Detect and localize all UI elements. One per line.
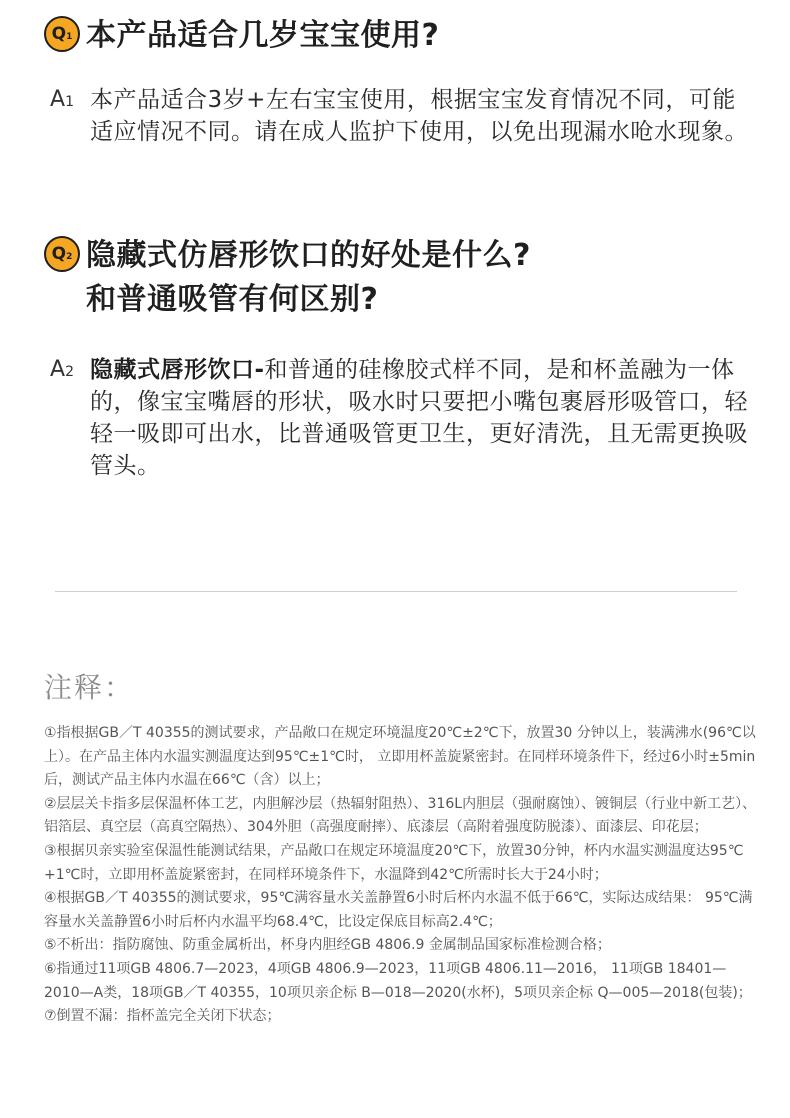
answer-2-text: 隐藏式唇形饮口-和普通的硅橡胶式样不同，是和杯盖融为一体的，像宝宝嘴唇的形状，吸水时只要把小嘴包裹唇形吸管口，轻轻一吸即可出水，比普通吸管更卫生，更好清洗，且无需更换吸管头。 [90,357,748,479]
question-row-1 [44,14,750,58]
answer-badge-icon: A2 [50,357,74,382]
faq-item-1 [44,14,750,148]
question-1-text: 本产品适合几岁宝宝使用? [86,18,440,53]
question-badge-icon: Q 2 [44,236,80,272]
answer-2-highlight: 隐藏式唇形饮口- [90,357,265,383]
section-divider [55,591,737,592]
note-item-7: ⑦倒置不漏：指杯盖完全关闭下状态； [44,1008,281,1025]
answer-badge-icon: A1 [50,87,74,112]
note-item-3: ③根据贝亲实验室保温性能测试结果，产品敞口在规定环境温度20℃下，放置30分钟，杯内水温实测温度达95℃+1℃时，立即用杯盖旋紧密封，在同样环境条件下，水温降到42℃所需时长大于24小时； [44,842,744,883]
notes-list [44,722,760,1029]
note-item-4: ④根据GB／T 40355的测试要求，95℃满容量水关盖静置6小时后杯内水温不低于66℃，实际达成结果： 95℃满容量水关盖静置6小时后杯内水温平均68.4℃，比设定保底目标高2.4℃； [44,890,753,930]
question-badge-icon: Q 1 [44,16,80,52]
question-2-text: 隐藏式仿唇形饮口的好处是什么? 和普通吸管有何区别? [86,238,531,317]
note-item-5: ⑤不析出：指防腐蚀、防重金属析出，杯身内胆经GB 4806.9 金属制品国家标准检测合格； [44,937,611,954]
note-item-6: ⑥指通过11项GB 4806.7—2023，4项GB 4806.9—2023，11项GB 4806.11—2016， 11项GB 18401—2010—A类，18项GB／T 40355，10项贝亲企标 B—018—2020(水杯)，5项贝亲企标 Q—005—2018(包装)； [44,960,752,1001]
note-item-1: ①指根据GB／T 40355的测试要求，产品敞口在规定环境温度20℃±2℃下，放置30 分钟以上，装满沸水(96℃以上）。在产品主体内水温实测温度达到95℃±1℃时， 立即用杯盖旋紧密封。在同样环境条件下，经过6小时±5min后，测试产品主体内水温在66℃（含）以上； [44,725,756,789]
note-item-2: ②层层关卡指多层保温杯体工艺，内胆解沙层（热辐射阻热）、316L内胆层（强耐腐蚀）、镀铜层（行业中新工艺）、铝箔层、真空层（高真空隔热）、304外胆（高强度耐摔）、底漆层（高附着强度防脱漆）、面漆层、印花层； [44,795,757,836]
question-row-2 [44,234,750,322]
notes-title: 注释： [44,671,135,704]
answer-row-2 [44,354,750,482]
answer-row-1 [44,84,750,148]
answer-1-text: 本产品适合3岁+左右宝宝使用，根据宝宝发育情况不同，可能适应情况不同。请在成人监护下使用，以免出现漏水呛水现象。 [90,87,748,145]
faq-item-2 [44,234,750,482]
